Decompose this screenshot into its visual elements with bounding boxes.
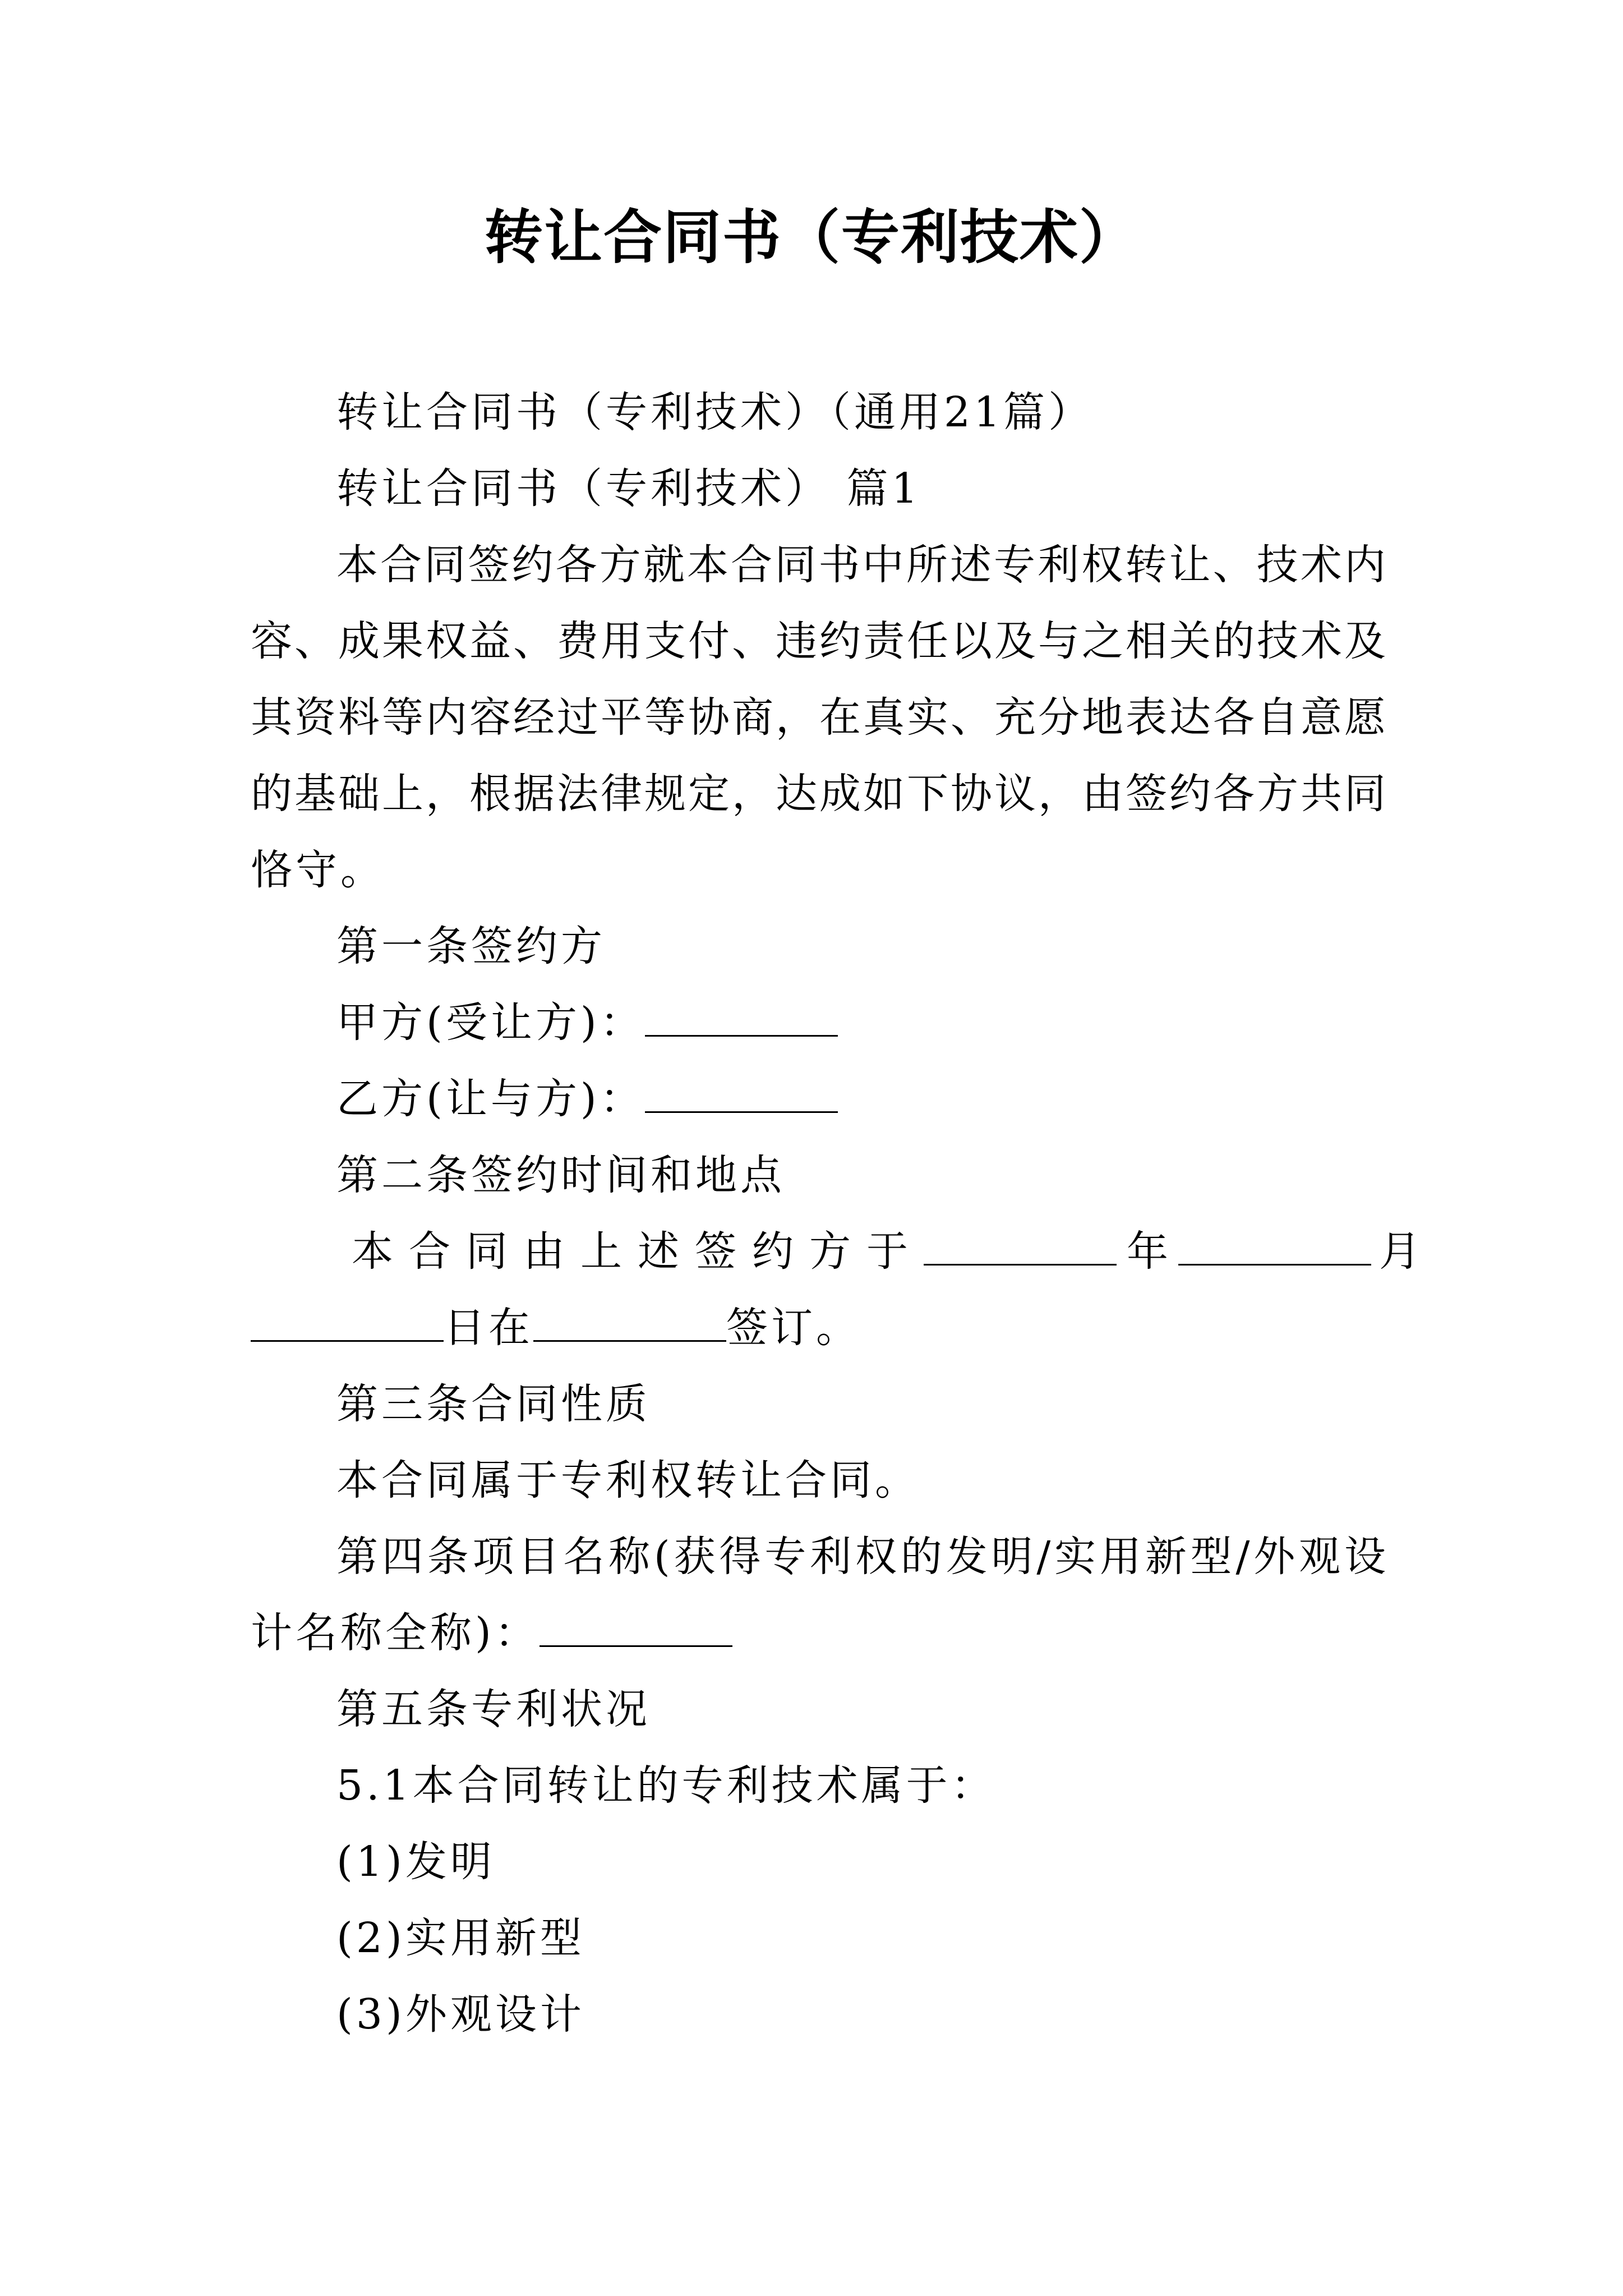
article4-line-1: 第四条项目名称(获得专利权的发明/实用新型/外观设 <box>336 1533 1386 1581</box>
party-a-row <box>336 997 1386 1048</box>
party-b-blank <box>645 1076 838 1113</box>
article3-body: 本合同属于专利权转让合同。 <box>336 1456 920 1504</box>
party-a-label: 甲方(受让方)： <box>336 999 645 1047</box>
article2-heading: 第二条签约时间和地点 <box>336 1151 785 1199</box>
article5-heading: 第五条专利状况 <box>336 1685 651 1733</box>
option-utility-model: (2)实用新型 <box>336 1914 585 1962</box>
article3-heading: 第三条合同性质 <box>336 1380 651 1428</box>
article4-line-2 <box>251 1608 1386 1658</box>
project-name-blank <box>540 1611 732 1647</box>
article2-line-1 <box>352 1226 1421 1277</box>
year-label: 年 <box>1127 1227 1168 1276</box>
article1-heading: 第一条签约方 <box>336 922 606 970</box>
preamble-line-5: 恪守。 <box>251 846 385 894</box>
option-design: (3)外观设计 <box>336 1990 585 2039</box>
party-b-row <box>336 1074 1386 1124</box>
chapter-heading: 转让合同书（专利技术） 篇1 <box>336 464 921 513</box>
party-b-label: 乙方(让与方)： <box>336 1075 645 1123</box>
signing-suffix: 签订。 <box>726 1304 861 1352</box>
year-blank <box>924 1229 1117 1266</box>
article2-prefix: 本合同由上述签约方于 <box>352 1227 924 1276</box>
article2-line-2 <box>251 1303 1386 1353</box>
option-invention: (1)发明 <box>336 1838 495 1886</box>
month-label: 月 <box>1379 1227 1421 1276</box>
document-subtitle: 转让合同书（专利技术）（通用21篇） <box>336 388 1094 436</box>
day-blank <box>251 1305 444 1342</box>
article5-clause: 5.1本合同转让的专利技术属于： <box>336 1761 996 1810</box>
place-blank <box>533 1305 726 1342</box>
preamble-line-3: 其资料等内容经过平等协商，在真实、充分地表达各自意愿 <box>251 693 1386 742</box>
day-label: 日在 <box>444 1304 533 1352</box>
project-name-label: 计名称全称)： <box>251 1609 540 1657</box>
document-title: 转让合同书（专利技术） <box>484 203 1138 272</box>
preamble-line-2: 容、成果权益、费用支付、违约责任以及与之相关的技术及 <box>251 617 1386 665</box>
party-a-blank <box>645 1000 838 1037</box>
preamble-line-1: 本合同签约各方就本合同书中所述专利权转让、技术内 <box>336 541 1386 589</box>
month-blank <box>1178 1229 1371 1266</box>
preamble-line-4: 的基础上，根据法律规定，达成如下协议，由签约各方共同 <box>251 770 1386 818</box>
